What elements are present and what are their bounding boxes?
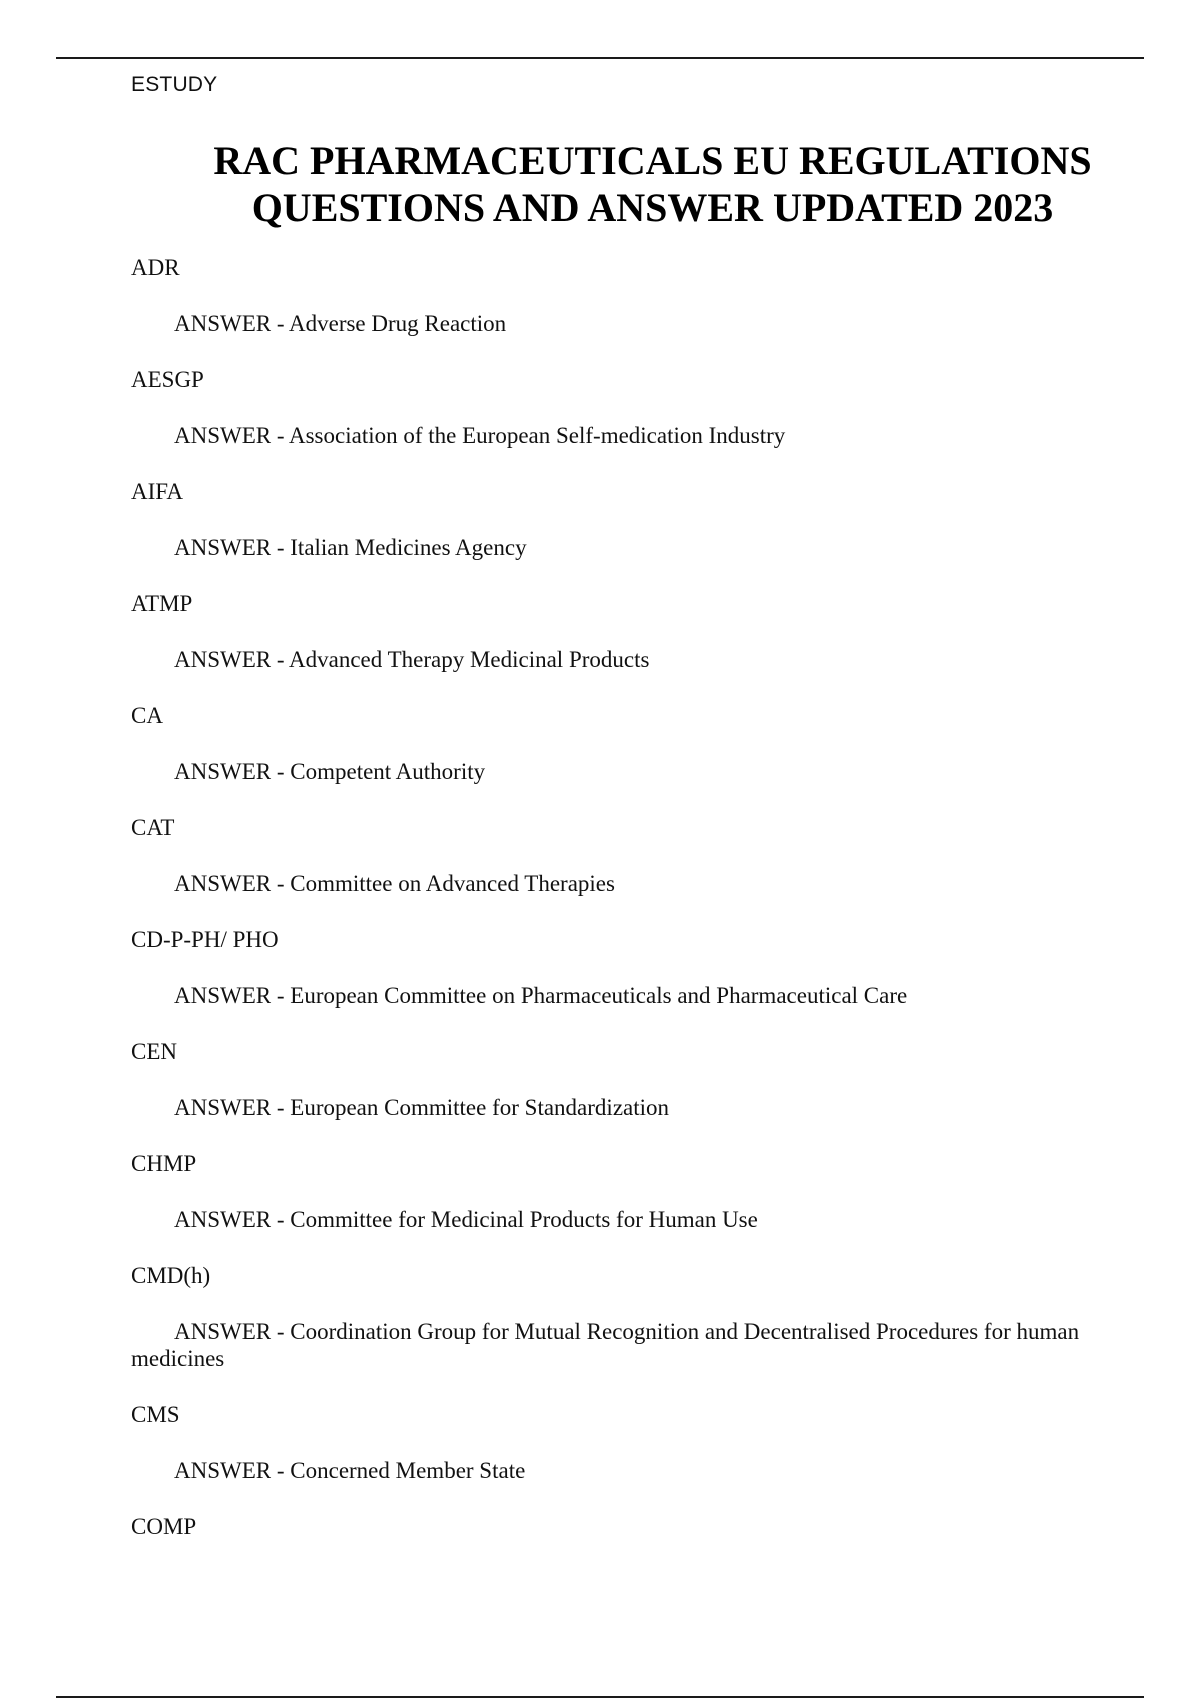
document-title: RAC PHARMACEUTICALS EU REGULATIONS QUESTIONS AND ANSWER UPDATED 2023: [213, 138, 1092, 230]
qa-entry: [131, 926, 1136, 1009]
qa-term: CHMP: [131, 1151, 197, 1176]
qa-entry: [131, 1513, 1136, 1540]
qa-entry: [131, 702, 1136, 785]
qa-answer: ANSWER - Advanced Therapy Medicinal Products: [174, 647, 650, 672]
qa-entry: [131, 478, 1136, 561]
qa-answer: ANSWER - Association of the European Self-medication Industry: [174, 423, 786, 448]
qa-entry: [131, 814, 1136, 897]
qa-term: CMD(h): [131, 1263, 211, 1288]
qa-answer: ANSWER - Committee for Medicinal Products for Human Use: [174, 1207, 758, 1232]
qa-term: ADR: [131, 255, 180, 280]
qa-entry: [131, 254, 1136, 337]
qa-answer: ANSWER - European Committee for Standardization: [174, 1095, 670, 1120]
qa-answer: ANSWER - Committee on Advanced Therapies: [174, 871, 615, 896]
qa-term: AIFA: [131, 479, 183, 504]
qa-term: CAT: [131, 815, 175, 840]
qa-entry: [131, 1401, 1136, 1484]
brand-label: ESTUDY: [131, 73, 218, 96]
qa-answer: ANSWER - Coordination Group for Mutual Recognition and Decentralised Procedures for human medicines: [131, 1319, 1080, 1371]
qa-term: CD-P-PH/ PHO: [131, 927, 279, 952]
qa-list: [131, 254, 1136, 1569]
qa-term: ATMP: [131, 591, 193, 616]
qa-term: COMP: [131, 1514, 197, 1539]
qa-answer: ANSWER - Concerned Member State: [174, 1458, 526, 1483]
qa-entry: [131, 1262, 1136, 1372]
qa-term: AESGP: [131, 367, 204, 392]
header-rule: [56, 57, 1144, 59]
qa-term: CEN: [131, 1039, 177, 1064]
qa-entry: [131, 366, 1136, 449]
qa-answer: ANSWER - European Committee on Pharmaceuticals and Pharmaceutical Care: [174, 983, 908, 1008]
qa-term: CA: [131, 703, 163, 728]
qa-answer: ANSWER - Adverse Drug Reaction: [174, 311, 507, 336]
qa-entry: [131, 590, 1136, 673]
qa-entry: [131, 1038, 1136, 1121]
footer-rule: [56, 1696, 1144, 1698]
qa-entry: [131, 1150, 1136, 1233]
qa-answer: ANSWER - Italian Medicines Agency: [174, 535, 527, 560]
qa-answer: ANSWER - Competent Authority: [174, 759, 486, 784]
qa-term: CMS: [131, 1402, 180, 1427]
